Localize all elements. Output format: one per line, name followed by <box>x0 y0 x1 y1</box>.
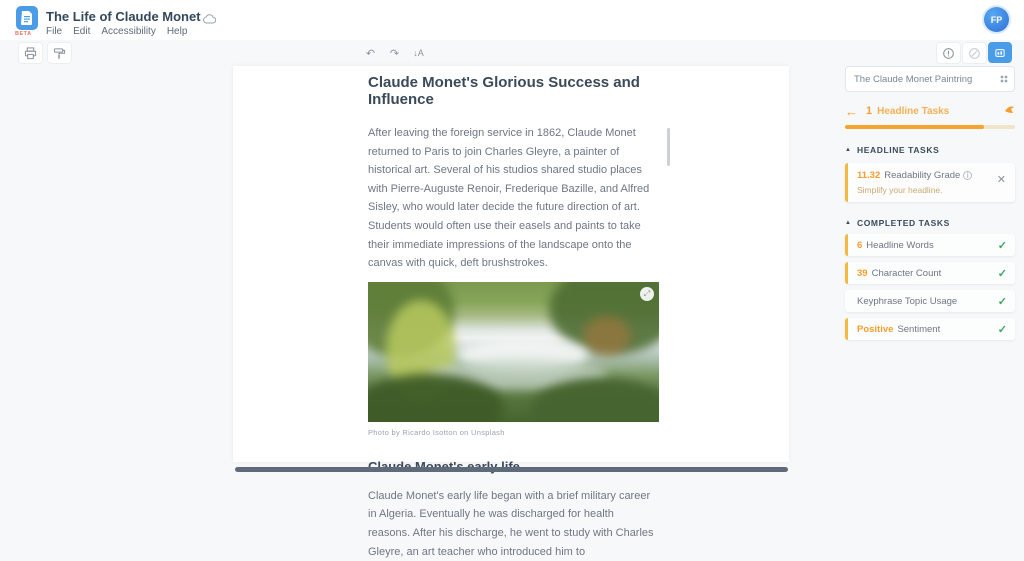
pen-disabled-icon <box>968 47 981 60</box>
headline-tasks-section-header[interactable] <box>845 145 1015 155</box>
vertical-scrollbar-thumb[interactable] <box>667 128 670 166</box>
task-keyphrase-topic-usage[interactable] <box>845 290 1015 312</box>
comments-button[interactable] <box>936 42 961 64</box>
printer-icon <box>24 47 37 60</box>
doc-paragraph-2[interactable]: Claude Monet's early life began with a brief military career in Algeria. Eventually he was discharged for health reasons. After his discharge, he went to study with Charles Gleyre, an art teacher who introduced him to <box>368 489 654 558</box>
headline-studio-sidebar <box>845 66 1015 340</box>
readability-task-card[interactable] <box>845 163 1015 202</box>
print-button[interactable] <box>18 42 43 64</box>
readability-score: 11.32 <box>857 170 881 181</box>
doc-paragraph-1[interactable]: After leaving the foreign service in 1862, Claude Monet returned to Paris to join Charles Gleyre, a painter of historical art. Several of his studios shared studio places with Pierre-Auguste Renoir, Frederique Bazille, and Alfred Sisley, who would later decide the future direction of art. Students would often use their easels and paints to take their immediate impressions of the landscape onto the canvas with quick, deft brushstrokes. <box>368 127 650 270</box>
tasks-count: 1 <box>866 105 873 117</box>
check-icon: ✓ <box>997 295 1007 308</box>
completed-tasks-title: COMPLETED TASKS <box>856 218 950 228</box>
task-value: 6 <box>857 239 863 251</box>
cloud-saved-icon <box>203 11 216 29</box>
text-style-button[interactable] <box>406 42 431 64</box>
score-panel-icon <box>995 48 1005 58</box>
doc-heading-1[interactable]: Claude Monet's Glorious Success and Influence <box>368 74 640 108</box>
check-icon: ✓ <box>997 239 1007 252</box>
document-title[interactable]: The Life of Claude Monet <box>46 9 201 24</box>
image-caption[interactable]: Photo by Ricardo Isotton on Unsplash <box>368 427 505 437</box>
redo-icon: ↷ <box>389 46 400 60</box>
headline-studio-toggle-button[interactable] <box>988 42 1012 63</box>
headline-input-wrap <box>845 66 1015 92</box>
menu-file[interactable]: File <box>46 26 63 37</box>
headline-input[interactable] <box>845 66 1015 92</box>
back-arrow-icon[interactable]: ← <box>845 103 858 119</box>
notification-icon[interactable] <box>1004 102 1015 120</box>
redo-button[interactable] <box>382 42 407 64</box>
photo-autumn-tint <box>583 316 631 356</box>
horizontal-scrollbar-thumb[interactable] <box>235 467 788 472</box>
toolbar <box>0 40 1024 66</box>
collapse-icon: ▲ <box>845 220 851 226</box>
tasks-nav-label[interactable]: Headline Tasks <box>877 105 950 117</box>
menubar <box>46 26 187 37</box>
menu-accessibility[interactable]: Accessibility <box>101 26 156 37</box>
task-sentiment[interactable] <box>845 318 1015 340</box>
readability-row <box>857 170 1007 181</box>
task-label: Character Count <box>871 267 942 279</box>
task-headline-words[interactable] <box>845 234 1015 256</box>
paint-roller-icon <box>53 47 66 60</box>
expand-icon: ⤢ <box>643 288 651 298</box>
document-image[interactable] <box>368 282 659 422</box>
document-page[interactable] <box>233 66 789 558</box>
task-label: Keyphrase Topic Usage <box>857 295 958 307</box>
undo-button[interactable] <box>358 42 383 64</box>
tasks-nav <box>845 102 1015 120</box>
readability-hint: Simplify your headline. <box>857 185 943 195</box>
comment-icon <box>942 47 955 60</box>
task-value: 39 <box>857 267 868 279</box>
image-options-button[interactable] <box>640 287 654 301</box>
paint-format-button[interactable] <box>47 42 72 64</box>
task-value: Positive <box>857 323 894 335</box>
headline-tasks-title: HEADLINE TASKS <box>856 145 940 155</box>
menu-edit[interactable]: Edit <box>73 26 91 37</box>
beta-badge: BETA <box>15 31 32 37</box>
undo-icon: ↶ <box>365 46 376 60</box>
task-label: Headline Words <box>866 239 934 251</box>
document-body <box>368 66 659 561</box>
edit-mode-button[interactable] <box>962 42 987 64</box>
document-icon <box>21 11 33 25</box>
headline-score-progress <box>845 125 1015 129</box>
readability-label: Readability Grade <box>884 170 961 181</box>
completed-tasks-section-header[interactable] <box>845 218 1015 228</box>
check-icon: ✓ <box>997 323 1007 336</box>
app-logo-icon[interactable] <box>16 6 38 30</box>
user-avatar[interactable]: FP <box>984 7 1009 32</box>
close-icon[interactable]: ✕ <box>996 174 1006 186</box>
app-header <box>0 0 1024 40</box>
task-label: Sentiment <box>897 323 941 335</box>
text-style-icon: ↓A <box>413 48 424 58</box>
progress-fill <box>845 125 984 129</box>
shortcut-dots-icon[interactable] <box>1000 75 1008 83</box>
info-icon[interactable]: i <box>963 171 972 180</box>
collapse-icon: ▲ <box>845 147 851 153</box>
menu-help[interactable]: Help <box>166 26 188 37</box>
task-character-count[interactable] <box>845 262 1015 284</box>
check-icon: ✓ <box>997 267 1007 280</box>
